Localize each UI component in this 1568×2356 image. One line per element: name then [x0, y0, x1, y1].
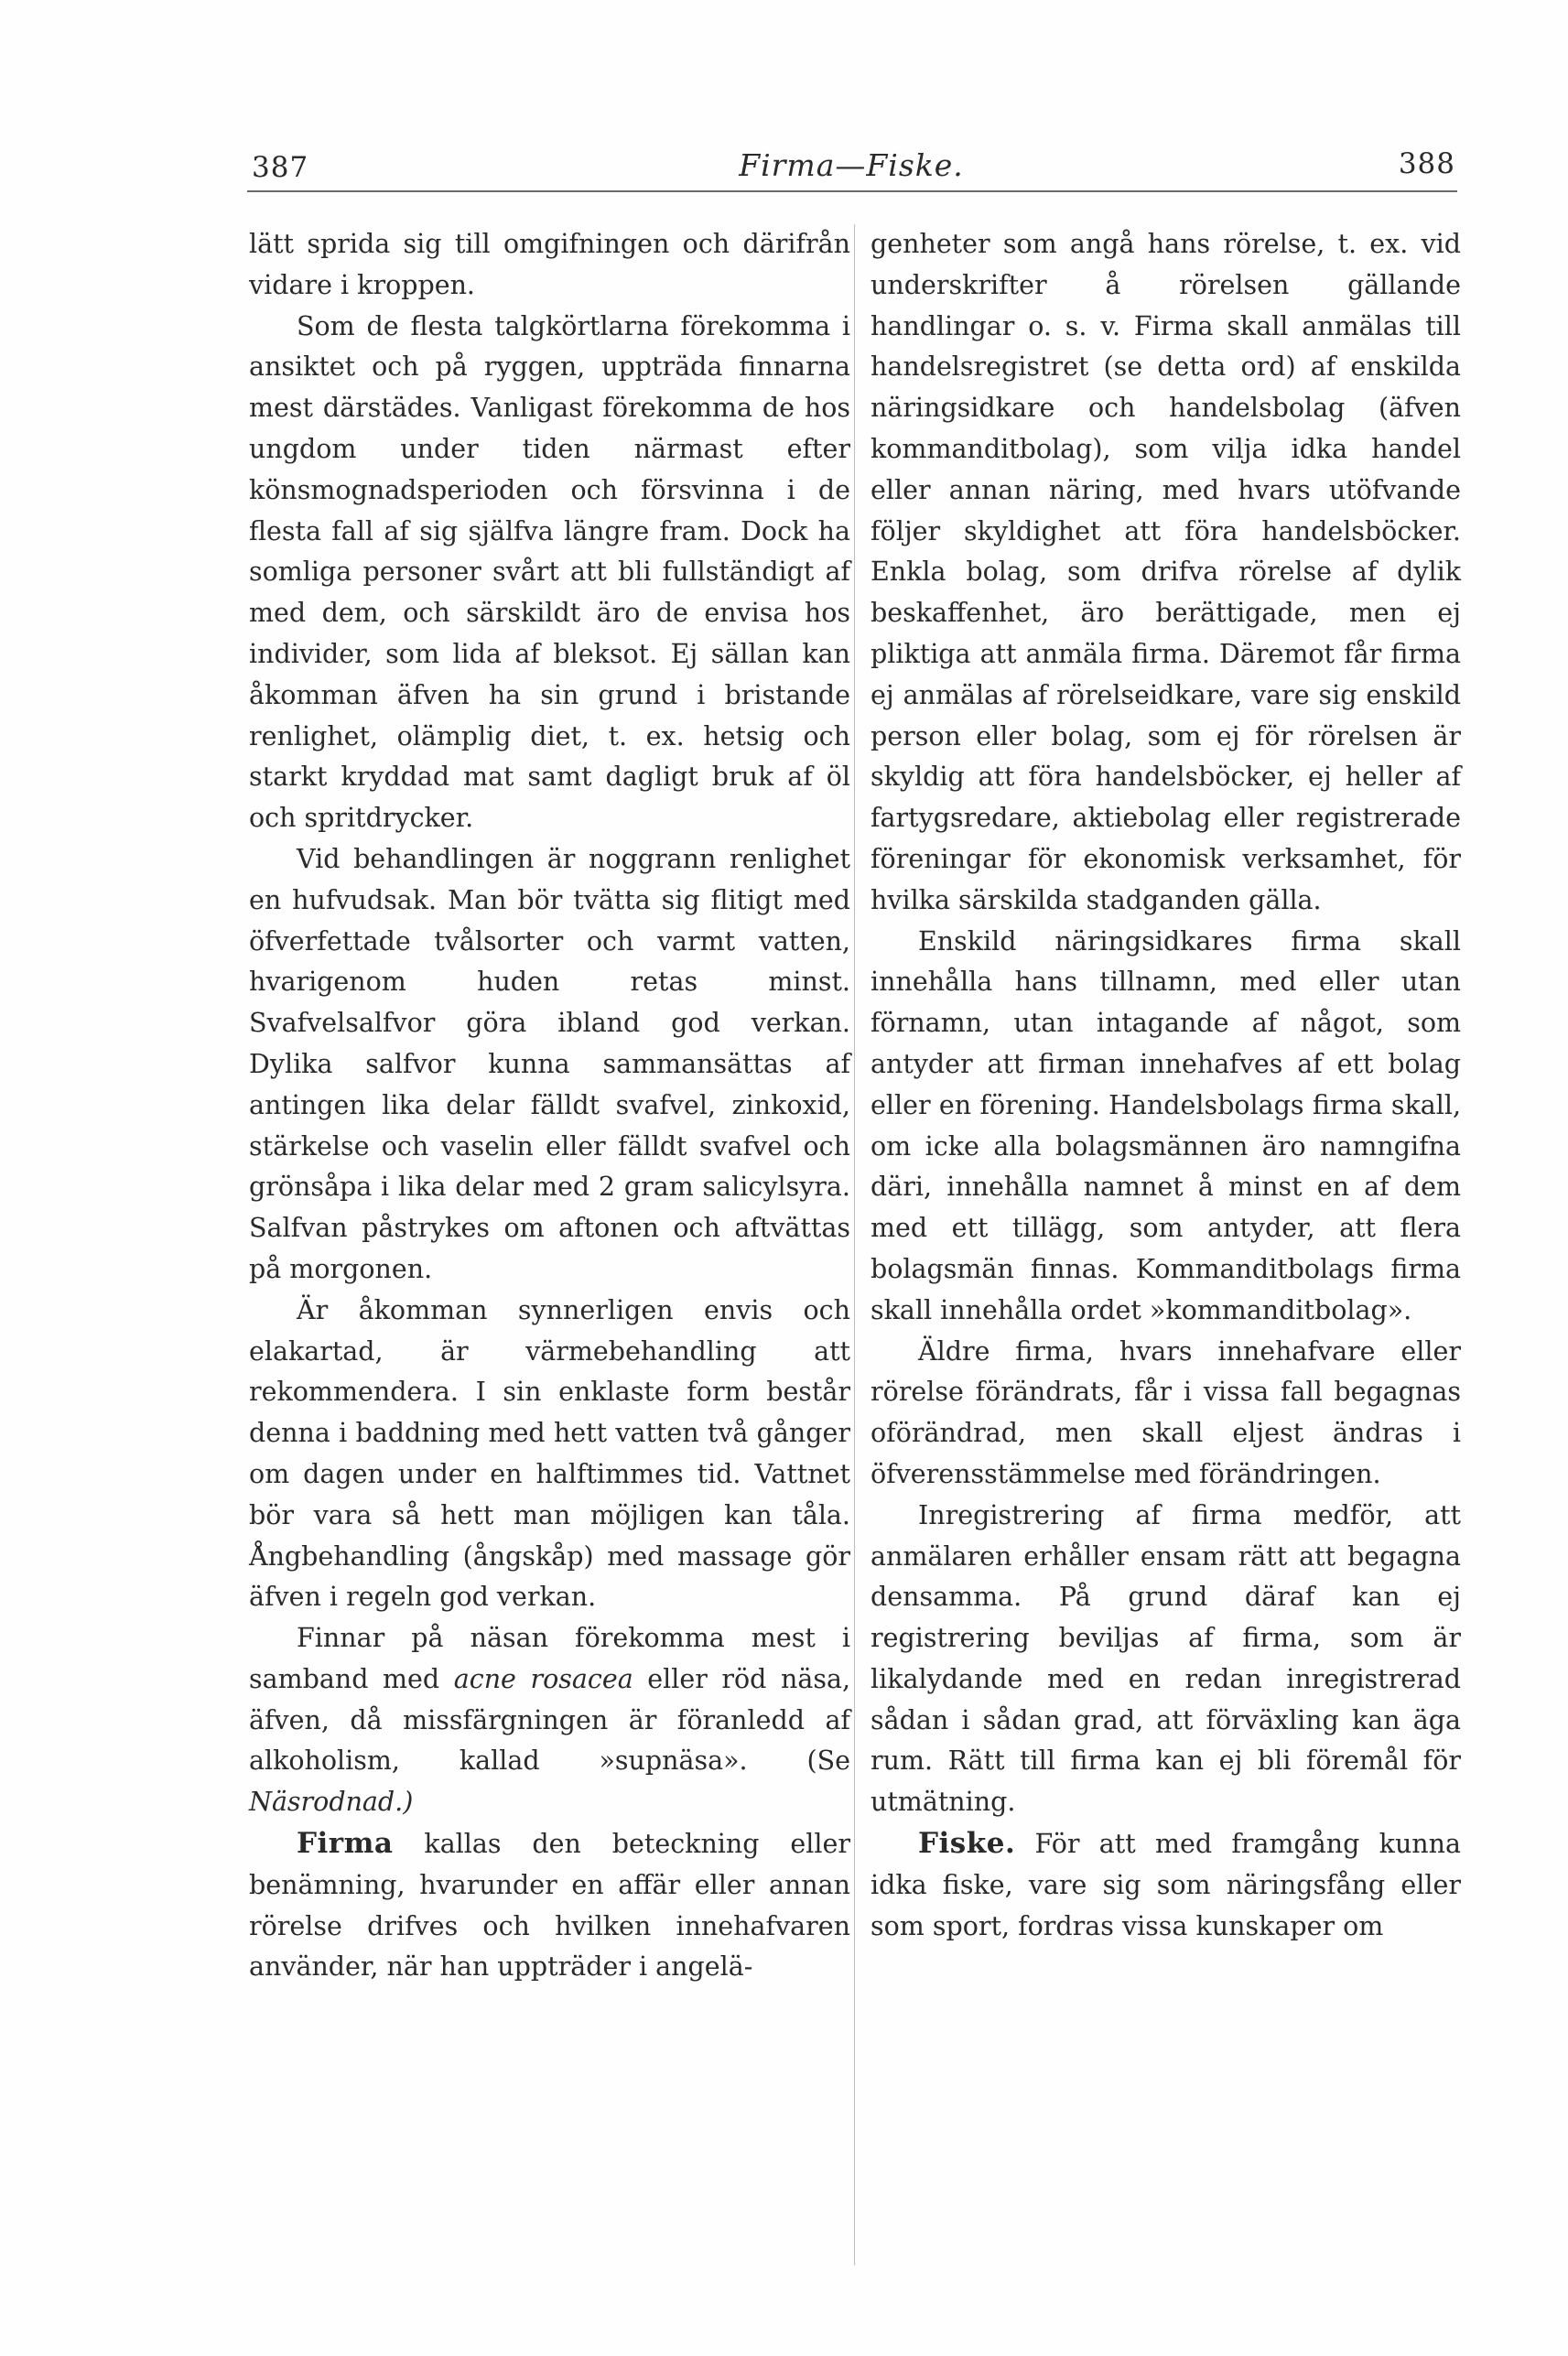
left-column: [249, 224, 850, 1988]
paragraph: [249, 1618, 850, 1823]
entry-headword-firma: Firma: [297, 1827, 394, 1861]
entry-headword-fiske: Fiske.: [918, 1827, 1016, 1861]
header-rule: [247, 190, 1457, 192]
text-run: För att med framgång kunna idka fiske, vare sig som näringsfång eller som sport, fordras vissa kunskaper om: [871, 1829, 1461, 1941]
column-divider: [854, 224, 855, 2265]
running-head: Firma—Fiske.: [739, 147, 964, 183]
paragraph: lätt sprida sig till omgifningen och därifrån vidare i kroppen.: [249, 229, 850, 300]
paragraph: Som de flesta talgkörtlarna förekomma i ansiktet och på ryggen, uppträda finnarna mest därstädes. Vanligast förekomma de hos ungdom under tiden närmast efter könsmognadsperioden och försvinna i de flesta fall af sig själfva längre fram. Dock ha somliga personer svårt att bli fullständigt af med dem, och särskildt äro de envisa hos individer, som lida af bleksot. Ej sällan kan åkomman äfven ha sin grund i bristande renlighet, olämplig diet, t. ex. hetsig och starkt kryddad mat samt dagligt bruk af öl och spritdrycker.: [249, 310, 850, 834]
text-run: Finnar på näsan förekomma mest i samband med: [249, 1623, 850, 1694]
paragraph: Äldre firma, hvars innehafvare eller rörelse förändrats, får i vissa fall begagnas oförändrad, men skall eljest ändras i öfverensstämmelse med förändringen.: [871, 1335, 1461, 1489]
paragraph: Är åkomman synnerligen envis och elakartad, är värmebehandling att rekommendera. I sin enklaste form består denna i baddning med hett vatten två gånger om dagen under en halftimmes tid. Vattnet bör vara så hett man möjligen kan tåla. Ångbehandling (ångskåp) med massage gör äfven i regeln god verkan.: [249, 1294, 850, 1613]
paragraph: Vid behandlingen är noggrann renlighet en hufvudsak. Man bör tvätta sig flitigt med öfverfettade tvålsorter och varmt vatten, hvarigenom huden retas minst. Svafvelsalfvor göra ibland god verkan. Dylika salfvor kunna sammansättas af antingen lika delar fälldt svafvel, zinkoxid, stärkelse och vaselin eller fälldt svafvel och grönsåpa i lika delar med 2 gram salicylsyra. Salfvan påstrykes om aftonen och aftvättas på morgonen.: [249, 843, 850, 1284]
paragraph: Inregistrering af firma medför, att anmälaren erhåller ensam rätt att begagna densamma. På grund däraf kan ej registrering beviljas af firma, som är likalydande med en redan inregistrerad sådan i sådan grad, att förväxling kan äga rum. Rätt till firma kan ej bli föremål för utmätning.: [871, 1499, 1461, 1818]
italic-term: acne rosacea: [453, 1663, 633, 1694]
page-number-right: 388: [1398, 147, 1455, 180]
page-number-left: 387: [252, 151, 309, 184]
paragraph: Enskild näringsidkares firma skall innehålla hans tillnamn, med eller utan förnamn, utan intagande af något, som antyder att firman innehafves af ett bolag eller en förening. Handelsbolags firma skall, om icke alla bolagsmännen äro namngifna däri, innehålla namnet å minst en af dem med ett tillägg, som antyder, att flera bolagsmän finnas. Kommanditbolags firma skall innehålla ordet »kommanditbolag».: [871, 925, 1461, 1325]
entry-paragraph: [871, 1823, 1461, 1947]
text-run: eller röd näsa, äfven, då missfärgningen är föranledd af alkoholism, kallad »supnäsa». (Se: [249, 1663, 850, 1777]
cross-reference: Näsrodnad.): [249, 1787, 414, 1818]
entry-paragraph: [249, 1823, 850, 1988]
right-column: [871, 224, 1461, 1947]
paragraph: genheter som angå hans rörelse, t. ex. vid underskrifter å rörelsen gällande handlingar o. s. v. Firma skall anmälas till handelsregistret (se detta ord) af enskilda näringsidkare och handelsbolag (äfven kommanditbolag), som vilja idka handel eller annan näring, med hvars utöfvande följer skyldighet att föra handelsböcker. Enkla bolag, som drifva rörelse af dylik beskaffenhet, äro berättigade, men ej pliktiga att anmäla firma. Däremot får firma ej anmälas af rörelseidkare, vare sig enskild person eller bolag, som ej för rörelsen är skyldig att föra handelsböcker, ej heller af fartygsredare, aktiebolag eller registrerade föreningar för ekonomisk verksamhet, för hvilka särskilda stadganden gälla.: [871, 229, 1461, 915]
text-run: kallas den beteckning eller benämning, hvarunder en affär eller annan rörelse drifves och hvilken innehafvaren använder, när han uppträder i angelä-: [249, 1829, 850, 1983]
page-header: [247, 142, 1455, 188]
